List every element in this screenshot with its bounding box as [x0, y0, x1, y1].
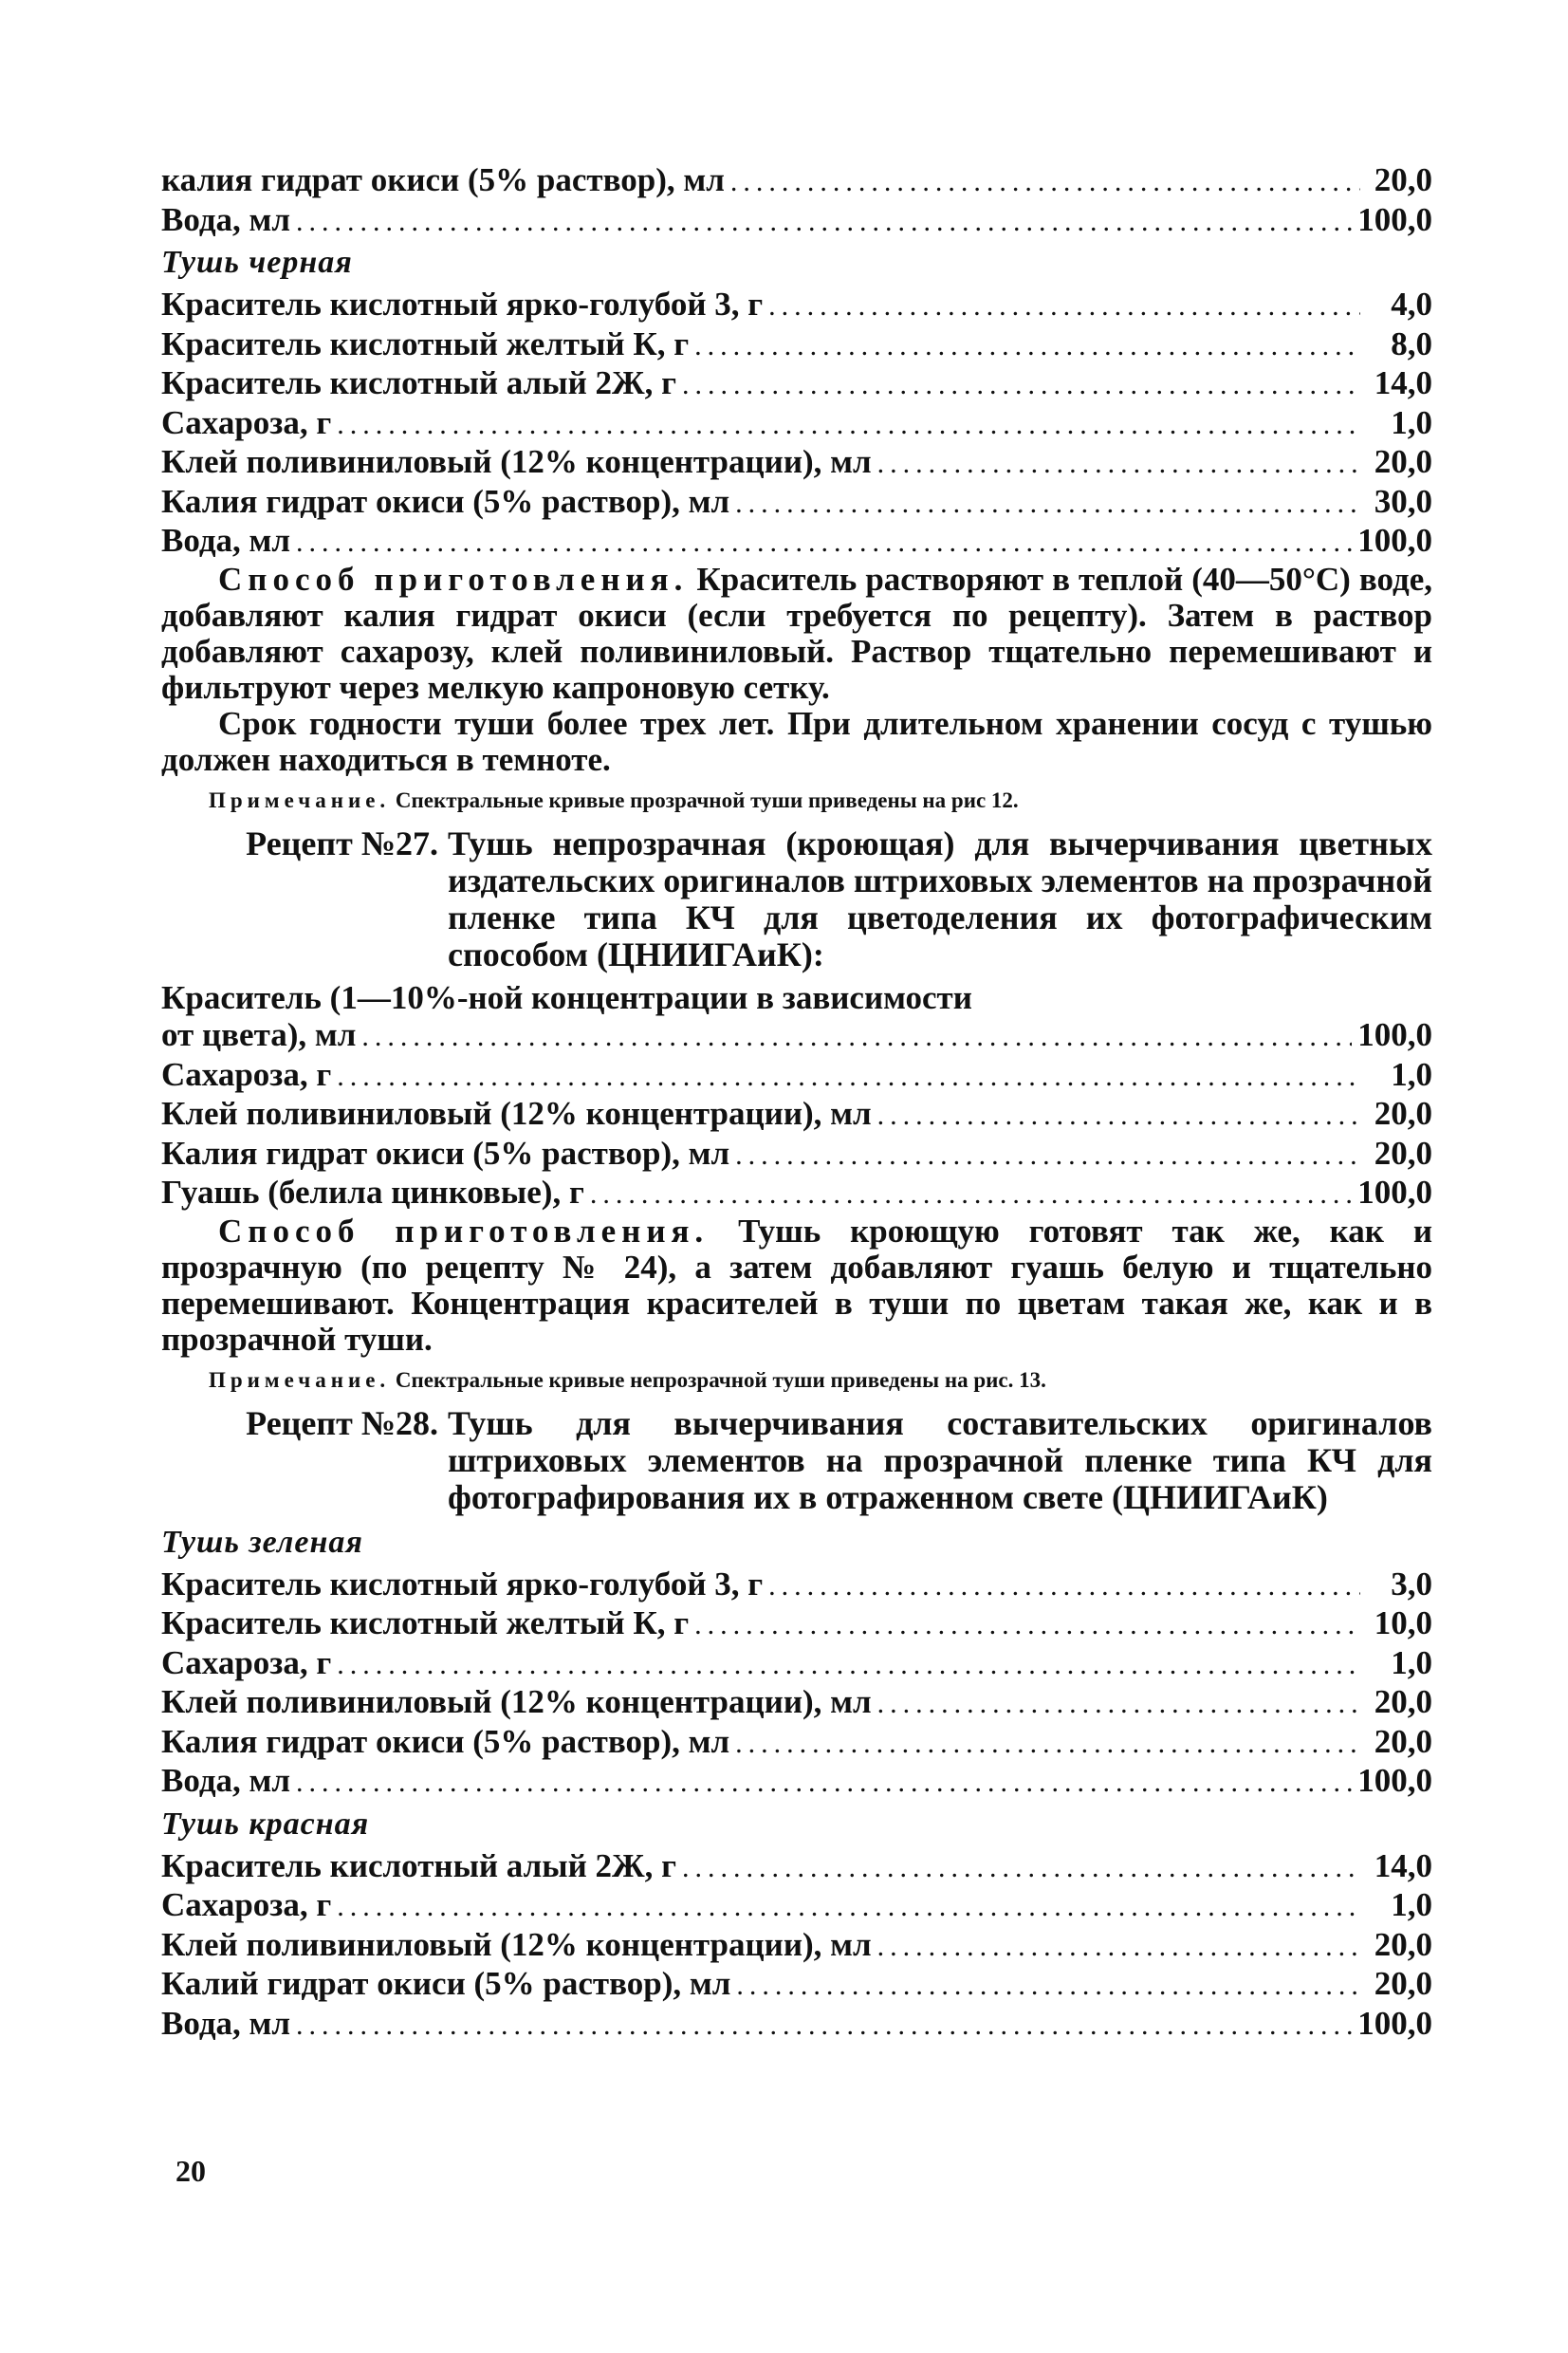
- leader-dots: [694, 327, 1360, 365]
- leader-dots: [296, 1764, 1352, 1802]
- leader-dots: [768, 287, 1360, 325]
- ingredient-label: калия гидрат окиси (5% раствор), мл: [161, 161, 725, 198]
- note: [209, 1363, 1432, 1398]
- ingredient-label: Вода, мл: [161, 200, 291, 238]
- ingredient-label: от цвета), мл: [161, 1016, 357, 1053]
- ingredient-row: [161, 1604, 1432, 1644]
- ingredient-row: [161, 1683, 1432, 1723]
- preparation-method-paragraph: [161, 1214, 1432, 1358]
- ingredient-value: 20,0: [1374, 161, 1432, 198]
- ingredient-value: 1,0: [1391, 1643, 1432, 1681]
- ingredient-label: Краситель кислотный алый 2Ж, г: [161, 364, 676, 401]
- ingredient-label: Калия гидрат окиси (5% раствор), мл: [161, 1722, 730, 1760]
- ingredient-label: Сахароза, г: [161, 1886, 332, 1923]
- leader-dots: [877, 1097, 1360, 1135]
- ingredient-row: [161, 522, 1432, 562]
- green-ink-ingredient-list: [161, 1566, 1432, 1802]
- ingredient-label: Краситель кислотный ярко-голубой 3, г: [161, 1565, 764, 1603]
- leader-dots: [735, 485, 1360, 523]
- leader-dots: [337, 1058, 1360, 1096]
- page-number: 20: [175, 2154, 206, 2188]
- ingredient-value: 14,0: [1374, 1846, 1432, 1884]
- recipe-28: [161, 1405, 1432, 1516]
- leader-dots: [296, 524, 1352, 562]
- ingredient-label: Клей поливиниловый (12% концентрации), мл: [161, 1095, 872, 1132]
- ingredient-value: 4,0: [1391, 286, 1432, 323]
- ingredient-label: Вода, мл: [161, 1762, 291, 1799]
- ingredient-label: Краситель кислотный желтый К, г: [161, 324, 690, 362]
- ingredient-value: 30,0: [1374, 482, 1432, 520]
- ingredient-label-line: Краситель (1—10%-ной концентрации в зависимости: [161, 978, 972, 1016]
- leader-dots: [735, 1725, 1360, 1763]
- ingredient-value: 1,0: [1391, 403, 1432, 441]
- note: [209, 784, 1432, 818]
- ingredient-row: [161, 1965, 1432, 2005]
- ingredient-label: Сахароза, г: [161, 1055, 332, 1093]
- recipe-label: Рецепт №27.: [246, 824, 438, 862]
- ingredient-value: 3,0: [1391, 1565, 1432, 1603]
- ingredient-row: [161, 1016, 1432, 1056]
- ingredient-value: 1,0: [1391, 1886, 1432, 1923]
- ingredient-label: Краситель кислотный ярко-голубой 3, г: [161, 286, 764, 323]
- leader-dots: [694, 1606, 1360, 1644]
- ingredient-row: [161, 1644, 1432, 1684]
- ingredient-row: [161, 1926, 1432, 1966]
- method-text: Тушь кроющую готовят так же, как и прозрачную (по рецепту № 24), а затем добавляют гуашь белую и тщательно перемешивают. Концентрация красителей в туши по цветам такая же, как и в прозрачной туши.: [161, 1212, 1433, 1358]
- red-ink-heading: Тушь красная: [161, 1806, 370, 1842]
- ingredient-label: Клей поливиниловый (12% концентрации), мл: [161, 1683, 872, 1720]
- ingredient-value: 20,0: [1374, 1683, 1432, 1720]
- ingredient-label: Клей поливиниловый (12% концентрации), мл: [161, 443, 872, 480]
- ingredient-row: [161, 483, 1432, 523]
- leader-dots: [337, 1646, 1360, 1684]
- ingredient-row: [161, 161, 1432, 201]
- ingredient-value: 20,0: [1374, 1965, 1432, 2002]
- note-text: Спектральные кривые прозрачной туши приведены на рис 12.: [395, 787, 1019, 812]
- ingredient-row: [161, 286, 1432, 325]
- ingredient-value: 100,0: [1357, 1174, 1432, 1211]
- ingredient-value: 100,0: [1357, 200, 1432, 238]
- ingredient-row: [161, 1847, 1432, 1887]
- leader-dots: [768, 1567, 1360, 1605]
- ingredient-value: 1,0: [1391, 1055, 1432, 1093]
- preparation-method-paragraph: [161, 562, 1432, 706]
- ingredient-value: 10,0: [1374, 1604, 1432, 1641]
- ingredient-row: [161, 1886, 1432, 1926]
- ingredient-row: [161, 325, 1432, 365]
- leader-dots: [730, 163, 1360, 201]
- ingredient-value: 20,0: [1374, 1925, 1432, 1963]
- ingredient-row: [161, 201, 1432, 241]
- recipe-description: Тушь для вычерчивания составительских оригиналов штриховых элементов на прозрачной пленке типа КЧ для фотографирования их в отраженном свете (ЦНИИГАиК): [448, 1403, 1432, 1516]
- recipe-description: Тушь непрозрачная (кроющая) для вычерчивания цветных издательских оригиналов штриховых элементов на прозрачной пленке типа КЧ для цветоделения их фотографическим способом (ЦНИИГАиК):: [448, 824, 1432, 973]
- ingredient-label: Краситель кислотный алый 2Ж, г: [161, 1846, 676, 1884]
- leader-dots: [736, 1967, 1360, 2005]
- green-ink-heading: Тушь зеленая: [161, 1524, 363, 1560]
- leader-dots: [877, 1928, 1360, 1966]
- shelf-life-paragraph: Срок годности туши более трех лет. При длительном хранении сосуд с тушью должен находиться в темноте.: [161, 704, 1432, 778]
- ingredient-value: 20,0: [1374, 1134, 1432, 1172]
- ingredient-value: 14,0: [1374, 364, 1432, 401]
- ingredient-label: Калия гидрат окиси (5% раствор), мл: [161, 1134, 730, 1172]
- leader-dots: [682, 366, 1360, 404]
- leader-dots: [296, 2007, 1352, 2045]
- leader-dots: [337, 406, 1360, 444]
- ingredient-label: Вода, мл: [161, 522, 291, 559]
- ingredient-row: [161, 1723, 1432, 1763]
- note-text: Спектральные кривые непрозрачной туши приведены на рис. 13.: [395, 1367, 1046, 1392]
- ingredient-value: 100,0: [1357, 2004, 1432, 2042]
- ingredient-label: Вода, мл: [161, 2004, 291, 2042]
- recipe-27-ingredient-list: [161, 1016, 1432, 1214]
- ingredient-row: [161, 1056, 1432, 1096]
- leader-dots: [877, 445, 1360, 483]
- leader-dots: [296, 203, 1352, 241]
- ingredient-row: [161, 404, 1432, 444]
- leader-dots: [361, 1018, 1352, 1056]
- recipe-label: Рецепт №28.: [246, 1403, 438, 1442]
- note-label: Примечание.: [209, 1367, 391, 1392]
- method-text: Краситель растворяют в теплой (40—50°С) воде, добавляют калия гидрат окиси (если требуется по рецепту). Затем в раствор добавляют сахарозу, клей поливиниловый. Раствор тщательно перемешивают и фильтруют через мелкую капроновую сетку.: [161, 560, 1432, 706]
- ingredient-label: Краситель кислотный желтый К, г: [161, 1604, 690, 1641]
- black-ink-heading: Тушь черная: [161, 245, 353, 280]
- ingredient-row: [161, 364, 1432, 404]
- ingredient-label: Гуашь (белила цинковые), г: [161, 1174, 584, 1211]
- recipe-27: [161, 825, 1432, 973]
- leader-dots: [590, 1176, 1352, 1214]
- method-lead: Способ приготовления.: [218, 1212, 710, 1250]
- ingredient-label: Калия гидрат окиси (5% раствор), мл: [161, 482, 730, 520]
- ingredient-label: Сахароза, г: [161, 1643, 332, 1681]
- leader-dots: [682, 1849, 1360, 1887]
- ingredient-label: Калий гидрат окиси (5% раствор), мл: [161, 1965, 731, 2002]
- ingredient-row: [161, 1566, 1432, 1605]
- ingredient-value: 20,0: [1374, 443, 1432, 480]
- ingredient-value: 8,0: [1391, 324, 1432, 362]
- note-label: Примечание.: [209, 787, 391, 812]
- ingredient-row: [161, 1095, 1432, 1135]
- ingredient-value: 100,0: [1357, 1762, 1432, 1799]
- leader-dots: [877, 1685, 1360, 1723]
- page-content: [161, 161, 1432, 2044]
- ingredient-row: [161, 443, 1432, 483]
- ingredient-label: Сахароза, г: [161, 403, 332, 441]
- top-ingredient-list: [161, 161, 1432, 240]
- ingredient-row: [161, 1762, 1432, 1802]
- ingredient-value: 100,0: [1357, 1016, 1432, 1053]
- ingredient-value: 20,0: [1374, 1722, 1432, 1760]
- ingredient-value: 20,0: [1374, 1095, 1432, 1132]
- leader-dots: [337, 1888, 1360, 1926]
- ingredient-row: [161, 2005, 1432, 2045]
- black-ink-ingredient-list: [161, 286, 1432, 562]
- leader-dots: [735, 1137, 1360, 1175]
- ingredient-row: [161, 1135, 1432, 1175]
- ingredient-value: 100,0: [1357, 522, 1432, 559]
- red-ink-ingredient-list: [161, 1847, 1432, 2045]
- ingredient-label: Клей поливиниловый (12% концентрации), мл: [161, 1925, 872, 1963]
- method-lead: Способ приготовления.: [218, 560, 689, 598]
- ingredient-row: [161, 1174, 1432, 1214]
